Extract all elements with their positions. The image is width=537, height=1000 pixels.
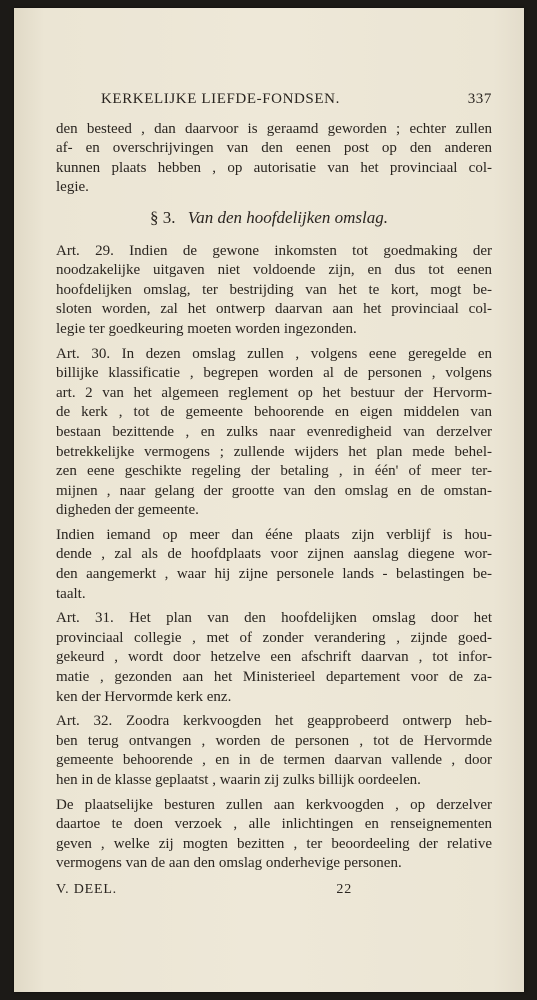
running-title: KERKELIJKE LIEFDE-FONDSEN. xyxy=(101,91,340,107)
paragraph-art-32 xyxy=(56,712,492,790)
text-line: den besteed , dan daarvoor is geraamd geworden ; echter zullen xyxy=(56,120,492,137)
section-number: § 3. xyxy=(150,207,176,227)
text-line: Indien iemand op meer dan ééne plaats zijn verblijf is hou- xyxy=(56,526,492,543)
page-content xyxy=(56,90,492,900)
text-line: de kerk , tot de gemeente behoorende en eigen middelen van xyxy=(56,404,492,421)
page-number: 337 xyxy=(467,91,492,107)
text-line: gekeurd , wordt door hetzelve een afschrift daarvan , tot infor- xyxy=(56,649,492,666)
paragraph-local-authorities xyxy=(56,796,492,874)
text-line: daartoe te doen verzoek , alle inlichtingen en renseignementen xyxy=(56,816,492,833)
text-line: ben terug ontvangen , worden de personen , tot de Hervormde xyxy=(56,732,492,749)
text-line: vermogens van de aan den omslag onderhevige personen. xyxy=(56,855,402,872)
text-line: bestaan bezittende , en zulks naar evenredigheid van derzelver xyxy=(56,423,492,440)
text-line: kunnen plaats hebben , op autorisatie van het provinciaal col- xyxy=(56,159,492,176)
text-line: art. 2 van het algemeen reglement op het bestuur der Hervorm- xyxy=(56,384,492,401)
volume-mark: V. DEEL. xyxy=(56,881,117,897)
paragraph-residence xyxy=(56,526,492,604)
text-line: betrekkelijke vermogens ; zullende wijders het plan mede behel- xyxy=(56,443,492,460)
text-line: digheden der gemeente. xyxy=(56,502,199,519)
signature-mark: 22 xyxy=(336,881,352,897)
section-title: Van den hoofdelijken omslag. xyxy=(187,207,388,227)
text-line: Art. 30. In dezen omslag zullen , volgens eene geregelde en xyxy=(56,345,492,362)
text-line: mijnen , naar gelang der grootte van den omslag en de omstan- xyxy=(56,482,492,499)
section-heading xyxy=(56,208,492,228)
paragraph-art-31 xyxy=(56,609,492,707)
text-line: hen in de klasse geplaatst , waarin zij zulks billijk oordeelen. xyxy=(56,772,421,788)
paragraph-art-29 xyxy=(56,242,492,340)
text-line: legie ter goedkeuring moeten worden ingezonden. xyxy=(56,320,357,337)
text-line: De plaatselijke besturen zullen aan kerkvoogden , op derzelver xyxy=(56,796,492,813)
text-line: ken der Hervormde kerk enz. xyxy=(56,688,232,705)
text-line: legie. xyxy=(56,179,89,196)
text-line: zen eene geschikte regeling der betaling , in één' of meer ter- xyxy=(56,463,492,480)
text-line: provinciaal collegie , met of zonder verandering , zijnde goed- xyxy=(56,629,492,646)
text-line: Art. 32. Zoodra kerkvoogden het geapprobeerd ontwerp heb- xyxy=(56,713,492,730)
paragraph-art-30 xyxy=(56,345,492,521)
text-line: hoofdelijken omslag, ter bestrijding van het te kort, mogt be- xyxy=(56,281,492,298)
text-line: taalt. xyxy=(56,585,86,602)
book-page xyxy=(14,8,524,992)
text-line: sloten worden, zal het ontwerp daarvan aan het provinciaal col- xyxy=(56,301,492,318)
opening-paragraph xyxy=(56,120,492,198)
text-line: dende , zal als de hoofdplaats voor zijnen aanslag diegene wor- xyxy=(56,546,492,563)
text-line: noodzakelijke uitgaven niet voldoende zijn, en dus tot eenen xyxy=(56,262,492,279)
text-line: matie , gezonden aan het Ministerieel departement voor de za- xyxy=(56,669,492,686)
text-line: geven , welke zij mogten bezitten , ter beoordeeling der relative xyxy=(56,835,492,852)
text-line: den aangemerkt , waar hij zijne personele lands - belastingen be- xyxy=(56,566,492,583)
text-line: af- en overschrijvingen van den eenen post op den anderen xyxy=(56,140,492,157)
page-footer xyxy=(56,880,492,900)
text-line: billijke klassificatie , begrepen worden al de personen , volgens xyxy=(56,365,492,382)
text-line: Art. 29. Indien de gewone inkomsten tot goedmaking der xyxy=(56,242,492,259)
text-line: gemeente behoorende , en in de termen daarvan vallende , door xyxy=(56,752,492,769)
running-header xyxy=(56,90,492,110)
text-line: Art. 31. Het plan van den hoofdelijken omslag door het xyxy=(56,610,492,627)
